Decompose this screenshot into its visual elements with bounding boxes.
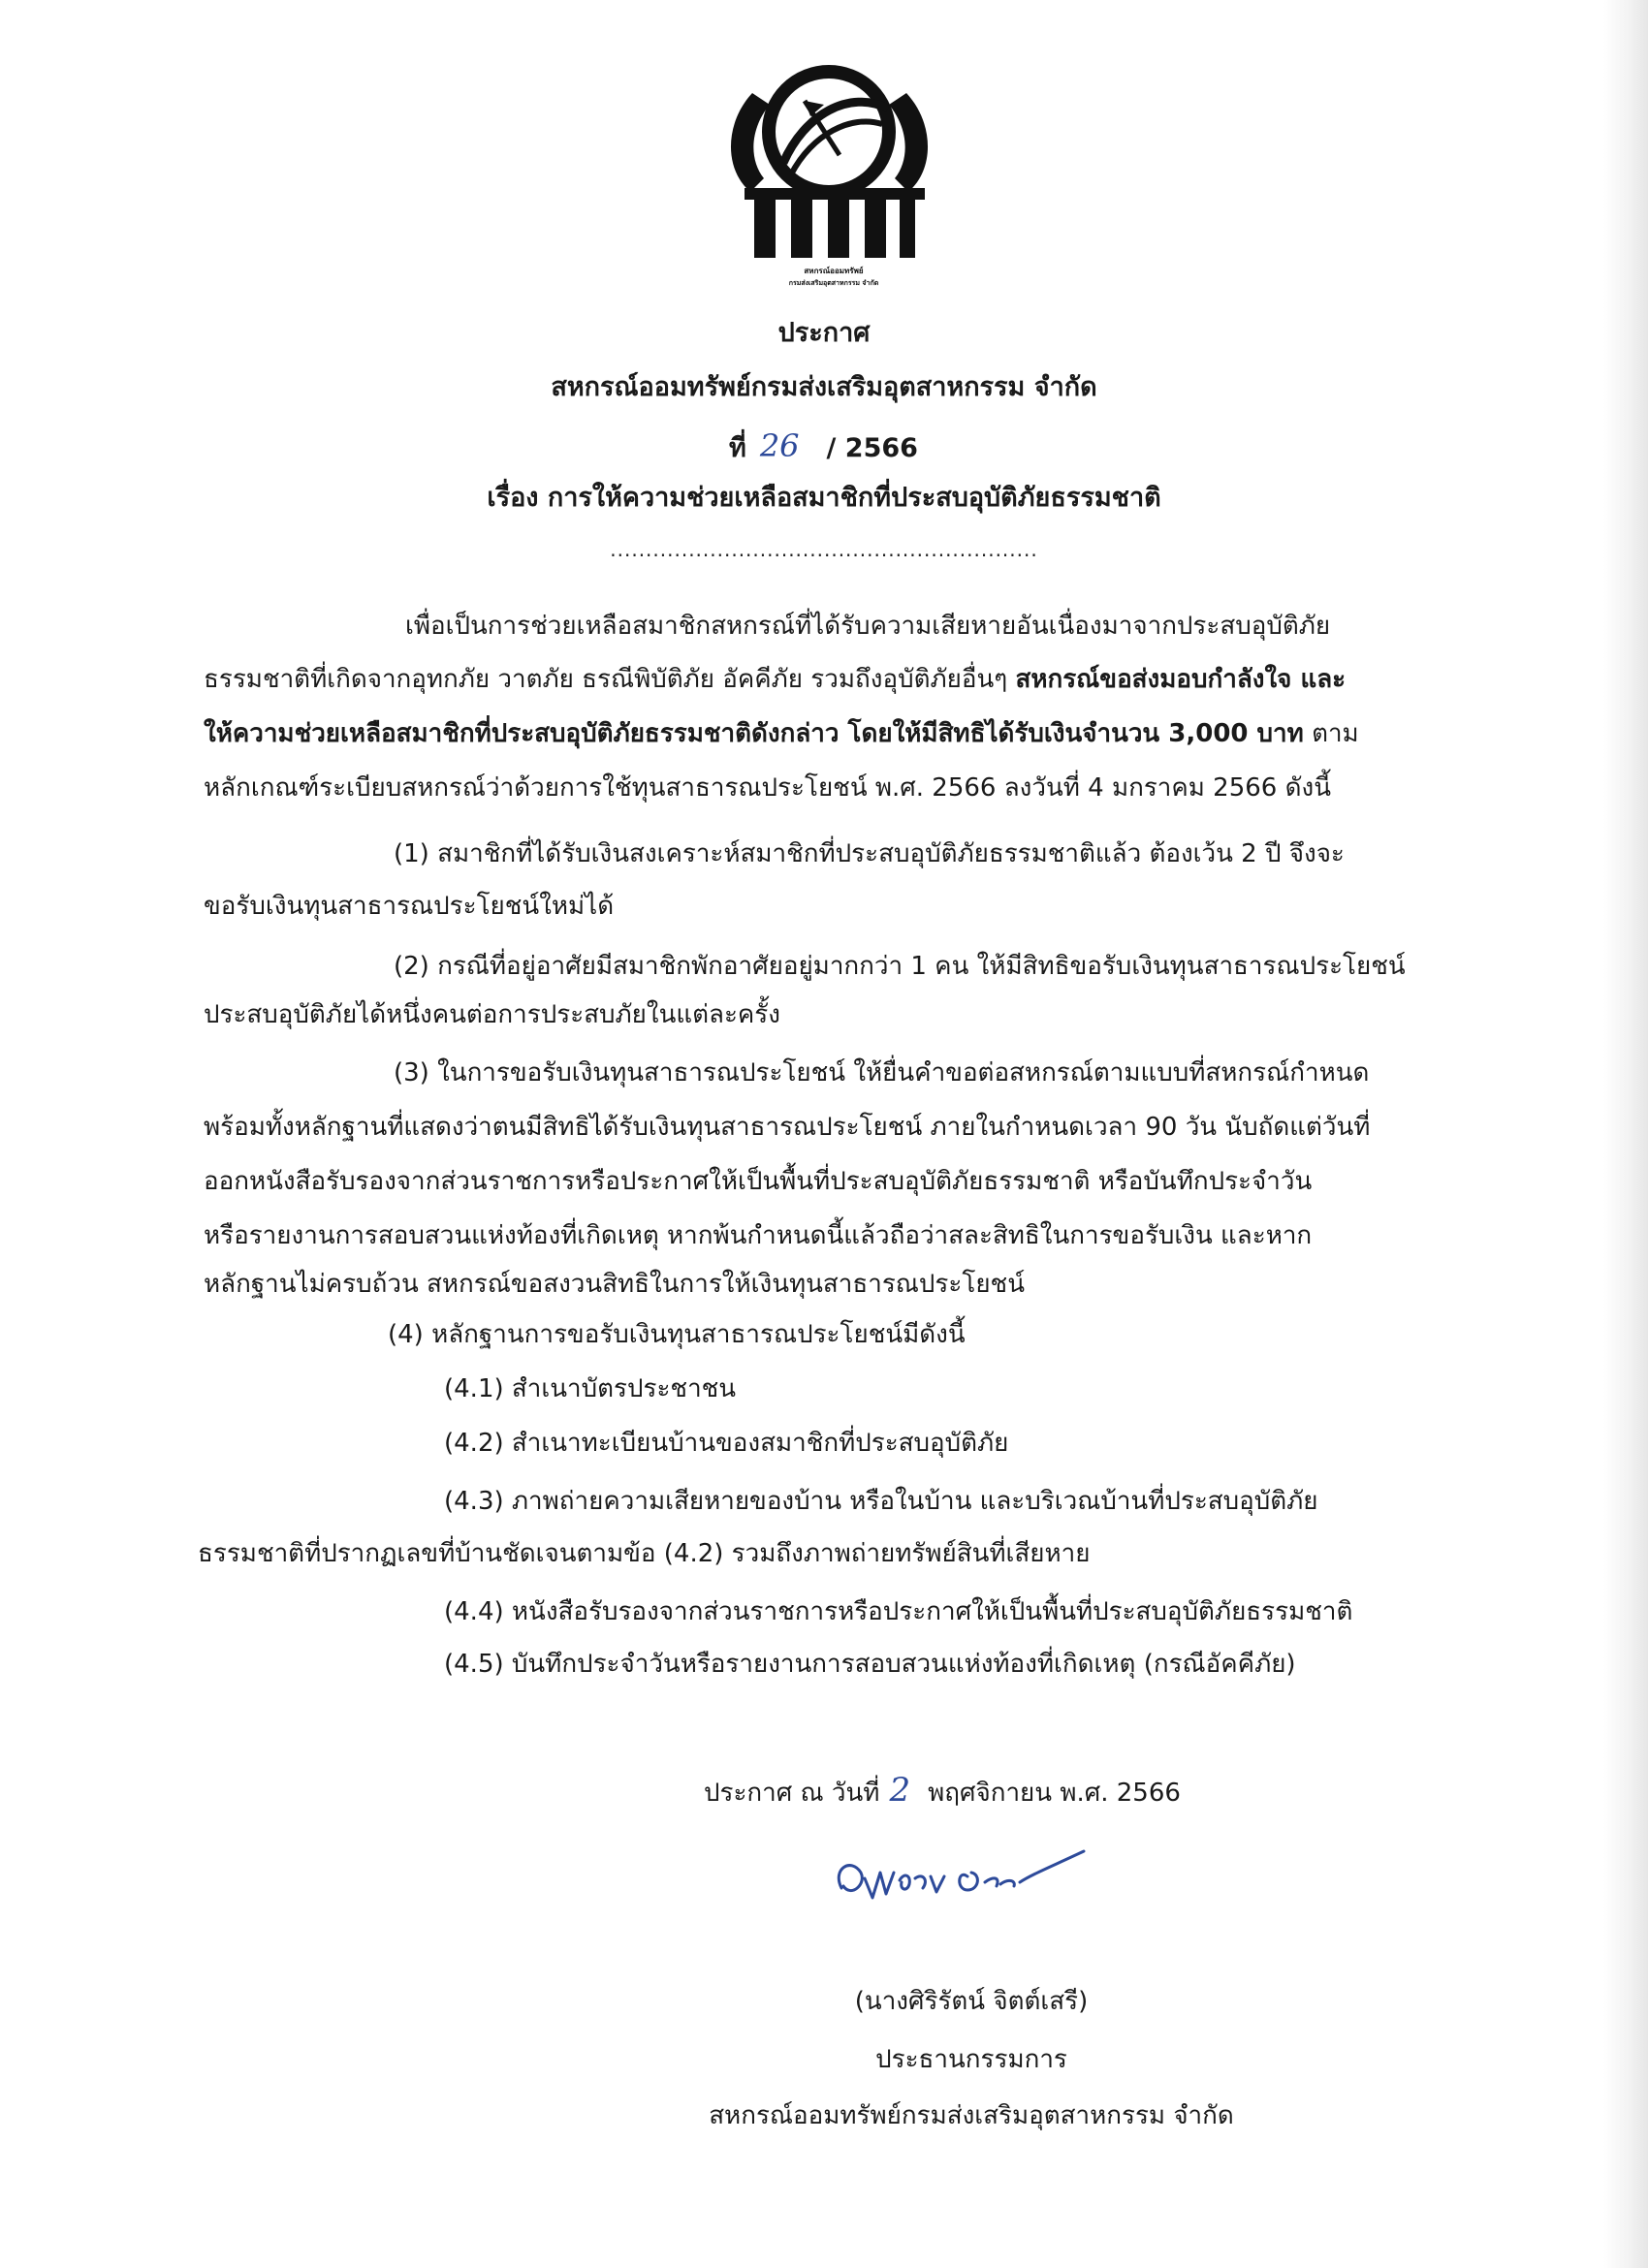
clause-4-3-line-1: (4.3) ภาพถ่ายความเสียหายของบ้าน หรือในบ้าน และบริเวณบ้านที่ประสบอุบัติภัย xyxy=(444,1487,1318,1516)
clause-3-line-1: (3) ในการขอรับเงินทุนสาธารณประโยชน์ ให้ยื่นคำขอต่อสหกรณ์ตามแบบที่สหกรณ์กำหนด xyxy=(394,1058,1370,1087)
number-prefix: ที่ xyxy=(729,433,746,463)
organization-heading xyxy=(0,374,1648,400)
intro-line-4: หลักเกณฑ์ระเบียบสหกรณ์ว่าด้วยการใช้ทุนสาธารณประโยชน์ พ.ศ. 2566 ลงวันที่ 4 มกราคม 2566 ดังนี้ xyxy=(204,773,1331,803)
clause-4-3-line-2: ธรรมชาติที่ปรากฏเลขที่บ้านชัดเจนตามข้อ (4.2) รวมถึงภาพถ่ายทรัพย์สินที่เสียหาย xyxy=(198,1539,1091,1568)
announcement-date xyxy=(704,1771,1181,1810)
subject-heading: เรื่อง การให้ความช่วยเหลือสมาชิกที่ประสบอุบัติภัยธรรมชาติ xyxy=(487,483,1161,513)
intro-line-2 xyxy=(204,667,1346,692)
clause-1-line-2: ขอรับเงินทุนสาธารณประโยชน์ใหม่ได้ xyxy=(204,892,615,921)
clause-4-2: (4.2) สำเนาทะเบียนบ้านของสมาชิกที่ประสบอุบัติภัย xyxy=(444,1429,1009,1458)
announcement-title: ประกาศ xyxy=(777,318,871,348)
signer-organization: สหกรณ์ออมทรัพย์กรมส่งเสริมอุตสาหกรรม จำกัด xyxy=(709,2101,1234,2130)
clause-2-line-1: (2) กรณีที่อยู่อาศัยมีสมาชิกพักอาศัยอยู่มากกว่า 1 คน ให้มีสิทธิขอรับเงินทุนสาธารณประโยชน์ xyxy=(394,952,1406,981)
intro-line-2-bold: สหกรณ์ขอส่งมอบกำลังใจ และ xyxy=(1015,665,1347,694)
handwritten-signature xyxy=(822,1830,1113,1937)
clause-1-line-1: (1) สมาชิกที่ได้รับเงินสงเคราะห์สมาชิกที่ประสบอุบัติภัยธรรมชาติแล้ว ต้องเว้น 2 ปี จึงจะ xyxy=(394,839,1345,868)
intro-line-2-text: ธรรมชาติที่เกิดจากอุทกภัย วาตภัย ธรณีพิบัติภัย อัคคีภัย รวมถึงอุบัติภัยอื่นๆ xyxy=(204,665,1008,694)
logo-text-line2: กรมส่งเสริมอุตสาหกรรม จำกัด xyxy=(788,279,879,287)
clause-4-5: (4.5) บันทึกประจำวันหรือรายงานการสอบสวนแห่งท้องที่เกิดเหตุ (กรณีอัคคีภัย) xyxy=(444,1650,1296,1679)
intro-line-3 xyxy=(204,721,1359,746)
clause-3-line-3: ออกหนังสือรับรองจากส่วนราชการหรือประกาศให้เป็นพื้นที่ประสบอุบัติภัยธรรมชาติ หรือบันทึกประจำวัน xyxy=(204,1167,1313,1196)
handwritten-day: 2 xyxy=(889,1771,911,1810)
clause-4-heading: (4) หลักฐานการขอรับเงินทุนสาธารณประโยชน์มีดังนี้ xyxy=(388,1320,966,1349)
cooperative-logo xyxy=(715,54,943,297)
intro-line-1: เพื่อเป็นการช่วยเหลือสมาชิกสหกรณ์ที่ได้รับความเสียหายอันเนื่องมาจากประสบอุบัติภัย xyxy=(405,612,1331,641)
separator-line: ............................................................ xyxy=(610,538,1038,561)
clause-3-line-2: พร้อมทั้งหลักฐานที่แสดงว่าตนมีสิทธิได้รับเงินทุนสาธารณประโยชน์ ภายในกำหนดเวลา 90 วัน นับถัดแต่วันที่ xyxy=(204,1113,1371,1142)
intro-line-3-bold: ให้ความช่วยเหลือสมาชิกที่ประสบอุบัติภัยธรรมชาติดังกล่าว โดยให้มีสิทธิได้รับเงินจำนวน 3,000 บาท xyxy=(204,719,1304,748)
intro-line-3-text: ตาม xyxy=(1312,719,1359,748)
clause-2-line-2: ประสบอุบัติภัยได้หนึ่งคนต่อการประสบภัยในแต่ละครั้ง xyxy=(204,1000,780,1029)
signer-name: (นางศิริรัตน์ จิตต์เสรี) xyxy=(854,1987,1089,2016)
signer-title: ประธานกรรมการ xyxy=(875,2045,1067,2074)
clause-4-4: (4.4) หนังสือรับรองจากส่วนราชการหรือประกาศให้เป็นพื้นที่ประสบอุบัติภัยธรรมชาติ xyxy=(444,1597,1353,1626)
logo-text-line1: สหกรณ์ออมทรัพย์ xyxy=(804,267,864,275)
clause-3-line-4: หรือรายงานการสอบสวนแห่งท้องที่เกิดเหตุ หากพ้นกำหนดนี้แล้วถือว่าสละสิทธิในการขอรับเงิน และหาก xyxy=(204,1221,1313,1250)
date-month-year: พฤศจิกายน พ.ศ. 2566 xyxy=(928,1779,1181,1808)
organization-name: สหกรณ์ออมทรัพย์กรมส่งเสริมอุตสาหกรรม จำกัด xyxy=(551,372,1097,402)
date-prefix: ประกาศ ณ วันที่ xyxy=(704,1779,880,1808)
handwritten-number: 26 xyxy=(759,427,800,464)
clause-3-line-5: หลักฐานไม่ครบถ้วน สหกรณ์ขอสงวนสิทธิในการให้เงินทุนสาธารณประโยชน์ xyxy=(204,1270,1025,1299)
announcement-number xyxy=(729,426,918,468)
number-year: / 2566 xyxy=(826,433,918,463)
clause-4-1: (4.1) สำเนาบัตรประชาชน xyxy=(444,1374,737,1403)
